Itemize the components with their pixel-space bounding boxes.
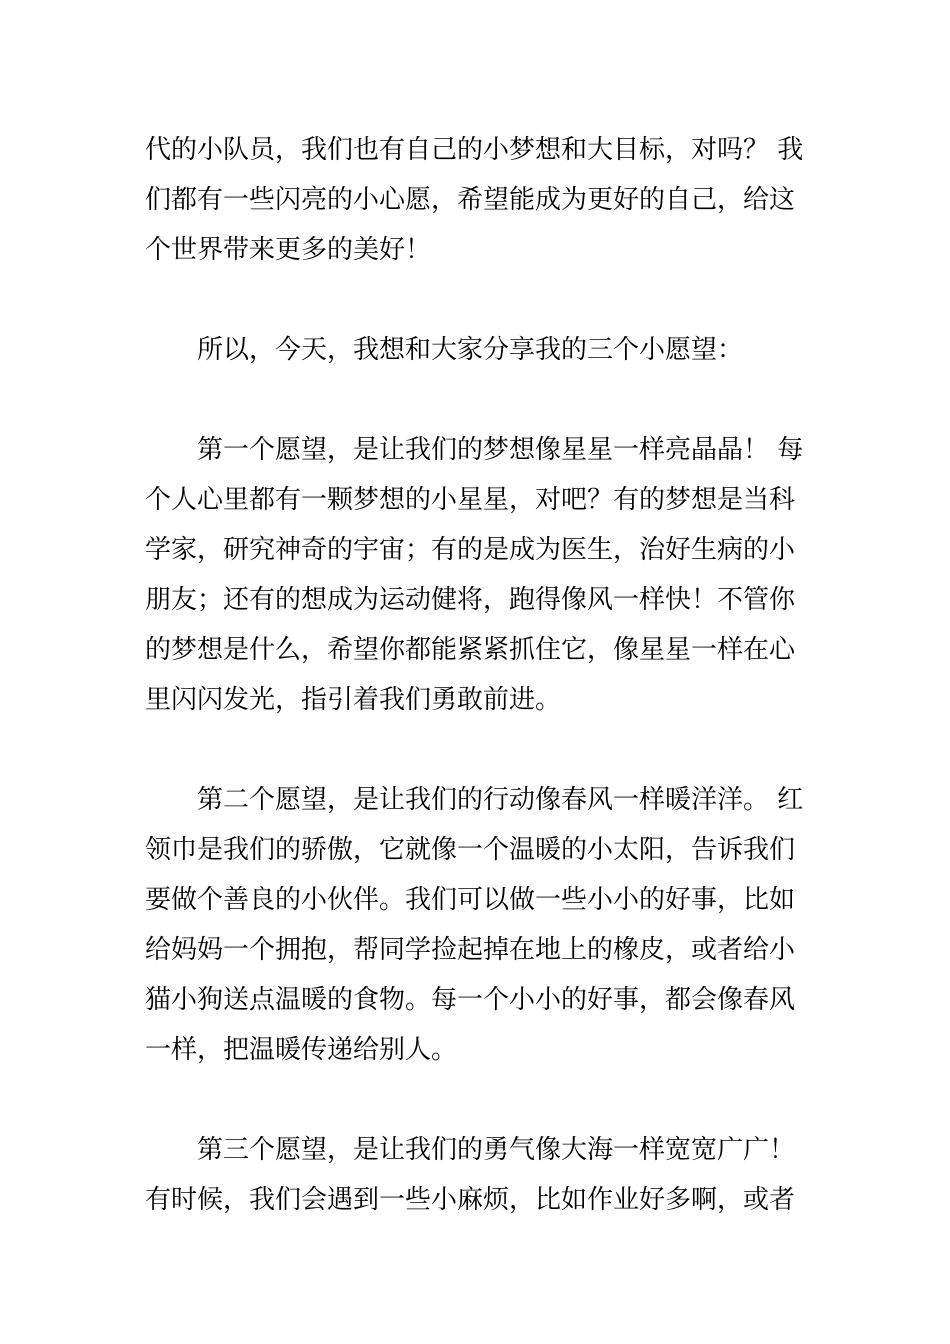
paragraph-4-line-2: 领巾是我们的骄傲，它就像一个温暖的小太阳，告诉我们 (145, 835, 796, 865)
paragraph-2-line-1: 所以，今天，我想和大家分享我的三个小愿望： (197, 335, 744, 365)
paragraph-gap (145, 1075, 809, 1125)
paragraph-gap (145, 725, 809, 775)
paragraph-4-line-6: 一样，把温暖传递给别人。 (145, 1035, 458, 1065)
paragraph-1 (145, 125, 809, 275)
paragraph-4 (145, 775, 809, 1075)
paragraph-3-line-4: 朋友；还有的想成为运动健将，跑得像风一样快！不管你 (145, 585, 796, 615)
paragraph-4-line-3: 要做个善良的小伙伴。我们可以做一些小小的好事，比如 (145, 885, 796, 915)
paragraph-3-line-2: 个人心里都有一颗梦想的小星星，对吧？有的梦想是当科 (145, 485, 796, 515)
document-body (145, 125, 809, 1225)
paragraph-3-line-3: 学家，研究神奇的宇宙；有的是成为医生，治好生病的小 (145, 535, 796, 565)
paragraph-3-line-5: 的梦想是什么，希望你都能紧紧抓住它，像星星一样在心 (145, 635, 796, 665)
paragraph-3 (145, 425, 809, 725)
paragraph-3-line-6: 里闪闪发光，指引着我们勇敢前进。 (145, 685, 562, 715)
paragraph-1-line-1: 代的小队员，我们也有自己的小梦想和大目标，对吗？ 我 (145, 135, 804, 165)
paragraph-5-line-2: 有时候，我们会遇到一些小麻烦，比如作业好多啊，或者 (145, 1185, 796, 1215)
paragraph-1-line-3: 个世界带来更多的美好！ (145, 235, 432, 265)
paragraph-2 (145, 325, 809, 375)
paragraph-5-line-1: 第三个愿望，是让我们的勇气像大海一样宽宽广广！ (197, 1135, 796, 1165)
paragraph-4-line-1: 第二个愿望，是让我们的行动像春风一样暖洋洋。 红 (197, 785, 804, 815)
paragraph-4-line-5: 猫小狗送点温暖的食物。每一个小小的好事，都会像春风 (145, 985, 796, 1015)
paragraph-4-line-4: 给妈妈一个拥抱，帮同学捡起掉在地上的橡皮，或者给小 (145, 935, 796, 965)
paragraph-3-line-1: 第一个愿望，是让我们的梦想像星星一样亮晶晶！ 每 (197, 435, 804, 465)
paragraph-gap (145, 275, 809, 325)
paragraph-1-line-2: 们都有一些闪亮的小心愿，希望能成为更好的自己，给这 (145, 185, 796, 215)
paragraph-5 (145, 1125, 809, 1225)
paragraph-gap (145, 375, 809, 425)
